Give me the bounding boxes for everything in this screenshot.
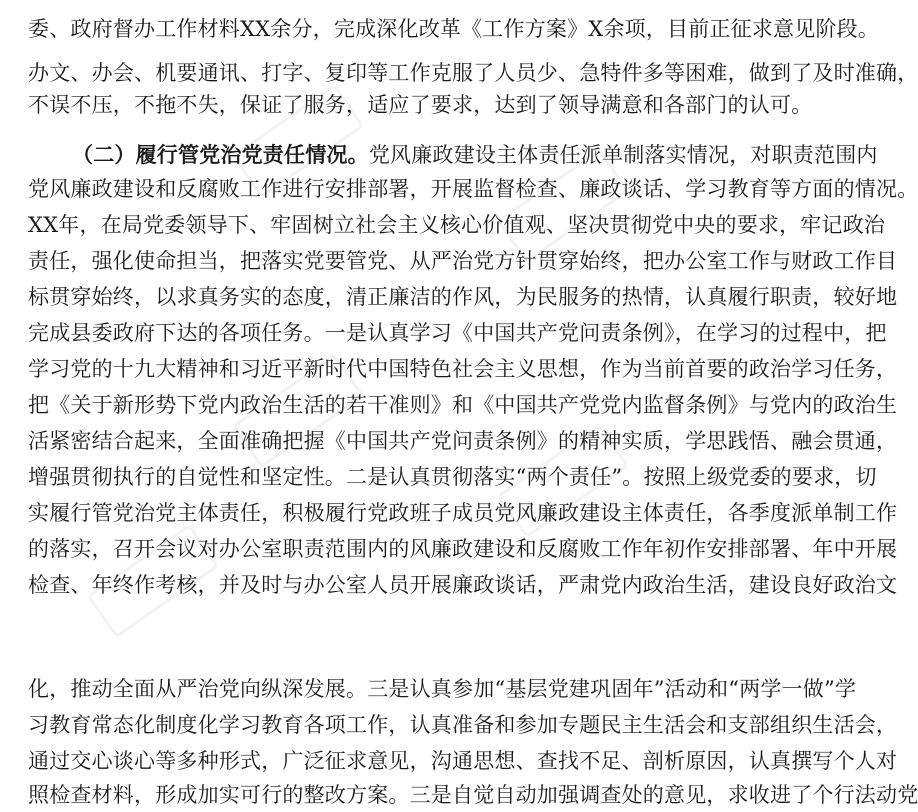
text-line: 照检查材料，形成加实可行的整改方案。三是自觉自动加强调查处的意见，求收进了个行法动党: [28, 783, 918, 807]
text-line: 通过交心谈心等多种形式，广泛征求意见，沟通思想、查找不足、剖析原因，认真撰写个人对: [28, 749, 898, 773]
text-line: 把《关于新形势下党内政治生活的若干准则》和《中国共产党党内监督条例》与党内的政治生: [28, 393, 898, 417]
text-line: 完成县委政府下达的各项任务。一是认真学习《中国共产党问责条例》，在学习的过程中，把: [28, 321, 887, 345]
text-span: 党风廉政建设主体责任派单制落实情况，对职责范围内: [368, 143, 878, 167]
text-line: 不误不压，不拖不失，保证了服务，适应了要求，达到了领导满意和各部门的认可。: [28, 93, 813, 117]
section-heading: （二）履行管党治党责任情况。: [72, 142, 369, 167]
text-line: 化，推动全面从严治党向纵深发展。三是认真参加“基层党建巩固年”活动和“两学一做”学: [28, 677, 857, 701]
text-line: 标贯穿始终，以求真务实的态度，清正廉洁的作风，为民服务的热情，认真履行职责，较好地: [28, 285, 898, 309]
text-line: XX年，在局党委领导下、牢固树立社会主义核心价值观、坚决贯彻党中央的要求，牢记政治: [28, 213, 886, 237]
text-line: 习教育常态化制度化学习教育各项工作，认真准备和参加专题民主生活会和支部组织生活会，: [28, 713, 898, 737]
text-line: 办文、办会、机要通讯、打字、复印等工作克服了人员少、急特件多等困难，做到了及时准确，: [28, 61, 918, 85]
text-line: 活紧密结合起来，全面准确把握《中国共产党问责条例》的精神实质，学思践悟、融会贯通，: [28, 429, 898, 453]
text-line: 实履行管党治党主体责任，积极履行党政班子成员党风廉政建设主体责任，各季度派单制工作: [28, 501, 898, 525]
text-line: 的落实，召开会议对办公室职责范围内的风廉政建设和反腐败工作年初作安排部署、年中开展: [28, 537, 898, 561]
text-line: 检查、年终作考核，并及时与办公室人员开展廉政谈话，严肃党内政治生活，建设良好政治文: [28, 573, 898, 597]
text-line: 学习党的十九大精神和习近平新时代中国特色社会主义思想，作为当前首要的政治学习任务，: [28, 357, 898, 381]
text-line: 党风廉政建设和反腐败工作进行安排部署，开展监督检查、廉政谈话、学习教育等方面的情况。: [28, 177, 918, 201]
section-heading-line: [72, 138, 878, 172]
text-line: 委、政府督办工作材料XX余分，完成深化改革《工作方案》X余项，目前正征求意见阶段。: [28, 17, 880, 41]
text-line: 责任，强化使命担当，把落实党要管党、从严治党方针贯穿始终，把办公室工作与财政工作目: [28, 249, 898, 273]
text-line: 增强贯彻执行的自觉性和坚定性。二是认真贯彻落实“两个责任”。按照上级党委的要求，切: [28, 465, 877, 489]
